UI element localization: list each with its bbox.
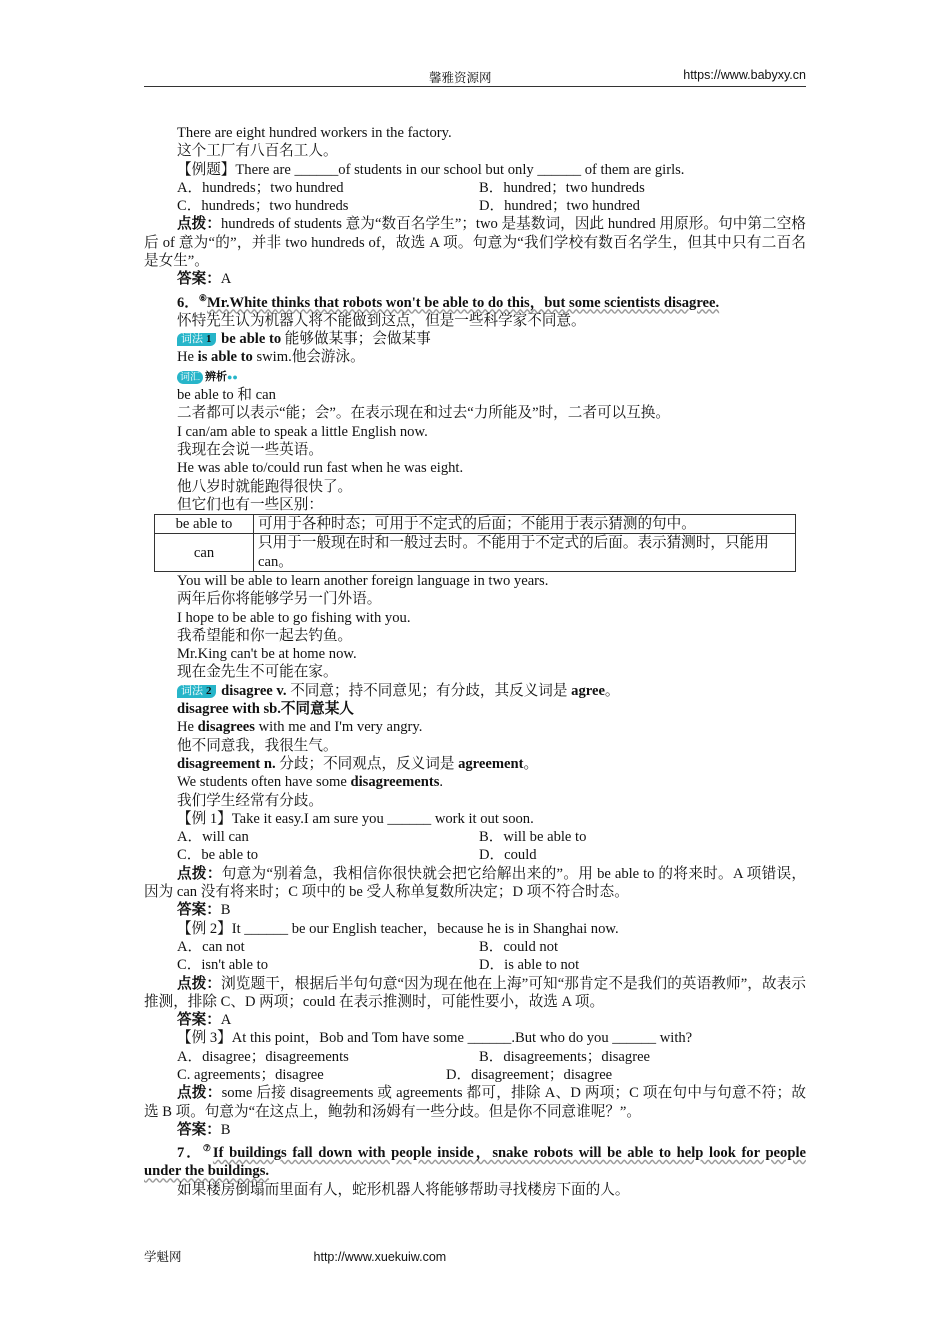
sentence-mark: ⑥ <box>198 292 207 303</box>
option-c: C．isn't able to <box>177 957 268 974</box>
table-translation: 我希望能和你一起去钓鱼。 <box>177 627 353 644</box>
phrase-translation: 他不同意我，我很生气。 <box>177 737 338 754</box>
answer-line <box>144 270 806 288</box>
option-b: B．will be able to <box>479 829 587 846</box>
table-example: I hope to be able to go fishing with you. <box>177 609 411 626</box>
option-a: A．will can <box>177 829 249 846</box>
comparison-table <box>154 514 796 572</box>
usage-heading-2: 词法 2 disagree v. 不同意；持不同意见；有分歧，其反义词是 agree。 <box>144 682 806 700</box>
option-c: C. agreements；disagree <box>177 1067 324 1083</box>
table-desc: 可用于各种时态；可用于不定式的后面；不能用于表示猜测的句中。 <box>254 515 796 534</box>
sentence-number: 7． <box>177 1145 203 1162</box>
answer-value: A <box>220 271 232 288</box>
option-b: B．disagreements；disagree <box>479 1048 651 1065</box>
hint-paragraph: 点拨：some 后接 disagreements 或 agreements 都可，排除 A、D 两项；C 项在句中与句意不符；故选 B 项。句意为“在这点上，鲍勃和汤姆有一些分歧。但是你不同意谁呢？”。 <box>144 1085 806 1120</box>
exercise-question: 【例 1】Take it easy.I am sure you ______ work it out soon. <box>177 810 534 827</box>
example-translation: 这个工厂有八百名工人。 <box>177 143 338 160</box>
phrase-term: be able to <box>221 331 282 348</box>
sentence-translation: 如果楼房倒塌而里面有人，蛇形机器人将能够帮助寻找楼房下面的人。 <box>177 1181 630 1198</box>
table-translation: 两年后你将能够学另一门外语。 <box>177 591 382 608</box>
option-a: A．can not <box>177 938 245 955</box>
example-sentence: There are eight hundred workers in the factory. <box>177 125 452 141</box>
option-c: C．be able to <box>177 847 259 864</box>
compare-translation: 我现在会说一些英语。 <box>177 441 323 458</box>
hint-text: hundreds of students 意为“数百名学生”；two 是基数词，因此 hundred 用原形。句中第二空格后 of 意为“的”，并非 two hundreds of，故选 A 项。句意为“我们学校有数百名学生，但其中只有二百名是女生”。 <box>144 216 806 270</box>
option-b: B．hundred；two hundreds <box>479 179 645 196</box>
compare-example: I can/am able to speak a little English now. <box>177 423 428 440</box>
analysis-heading <box>144 367 806 386</box>
compare-title: be able to 和 can <box>177 387 276 404</box>
decor-dots: ●● <box>227 371 238 382</box>
exercise-question: 【例 2】It ______ be our English teacher，because he is in Shanghai now. <box>177 920 619 937</box>
usage-badge: 词法 1 <box>177 333 216 346</box>
compare-example: He was able to/could run fast when he was eight. <box>177 460 464 477</box>
document-body <box>144 124 806 1199</box>
phrase-example: He disagrees with me and I'm very angry. <box>177 719 423 736</box>
option-c: C．hundreds；two hundreds <box>177 198 349 215</box>
table-translation: 现在金先生不可能在家。 <box>177 664 338 681</box>
hint-paragraph <box>144 215 806 270</box>
table-row <box>155 515 796 534</box>
footer-site: 学魁网 <box>144 1250 182 1264</box>
sentence-text: Mr.White thinks that robots won't be able to do this，but some scientists disagree. <box>206 294 720 311</box>
exercise-options-row <box>144 179 806 197</box>
usage-badge-number: 1 <box>206 333 212 346</box>
noun-example: We students often have some disagreements. <box>177 774 444 791</box>
phrase-line: disagree with sb.不同意某人 <box>177 701 354 718</box>
exercise-question: 【例题】There are ______of students in our school but only ______ of them are girls. <box>177 161 685 178</box>
footer-url[interactable]: http://www.xuekuiw.com <box>313 1250 447 1264</box>
option-d: D．disagreement；disagree <box>446 1067 613 1083</box>
exercise-options-row <box>144 938 806 956</box>
phrase-meaning: 能够做某事；会做某事 <box>281 331 431 348</box>
hint-paragraph: 点拨：句意为“别着急，我相信你很快就会把它给解出来的”。用 be able to 的将来时。A 项错误，因为 can 没有将来时；C 项中的 be 受人称单复数所决定；D 项不符合时态。 <box>144 865 806 901</box>
exercise-options-row <box>144 1066 806 1084</box>
option-d: D．could <box>479 847 537 864</box>
key-sentence-7 <box>144 1139 806 1180</box>
table-term: be able to <box>155 515 254 534</box>
sentence-mark: ⑦ <box>202 1143 213 1154</box>
exercise-options-row <box>144 1048 806 1066</box>
table-example: You will be able to learn another foreign language in two years. <box>177 572 549 589</box>
option-d: D．is able to not <box>479 957 580 974</box>
sentence-number: 6． <box>177 294 199 311</box>
hint-label: 点拨： <box>177 216 221 233</box>
exercise-options-row <box>144 197 806 215</box>
analysis-badge: 词汇 <box>177 371 203 384</box>
exercise-options-row <box>144 956 806 974</box>
answer-label: 答案： <box>177 271 221 288</box>
table-desc: 只用于一般现在时和一般过去时。不能用于不定式的后面。表示猜测时，只能用 can。 <box>254 534 796 572</box>
option-d: D．hundred；two hundred <box>479 198 640 215</box>
noun-translation: 我们学生经常有分歧。 <box>177 792 323 809</box>
exercise-options-row <box>144 828 806 846</box>
usage-heading-1 <box>144 330 806 348</box>
page-header <box>144 66 806 87</box>
noun-heading: disagreement n. 分歧；不同观点，反义词是 agreement。 <box>177 755 539 772</box>
phrase-example: He is able to swim.他会游泳。 <box>177 349 365 366</box>
header-url[interactable]: https://www.babyxy.cn <box>683 68 806 82</box>
compare-intro: 但它们也有一些区别： <box>177 496 323 513</box>
table-row <box>155 534 796 572</box>
option-a: A．hundreds；two hundred <box>177 179 344 196</box>
key-sentence-6 <box>144 289 806 312</box>
exercise-question: 【例 3】At this point，Bob and Tom have some ______.But who do you ______ with? <box>177 1030 693 1047</box>
compare-translation: 他八岁时就能跑得很快了。 <box>177 478 353 495</box>
exercise-options-row <box>144 846 806 864</box>
compare-text: 二者都可以表示“能；会”。在表示现在和过去“力所能及”时，二者可以互换。 <box>177 405 670 422</box>
usage-badge: 词法 2 <box>177 685 216 698</box>
answer-line: 答案：B <box>177 902 231 919</box>
page-footer <box>144 1247 446 1265</box>
answer-line: 答案：B <box>177 1121 231 1138</box>
answer-line: 答案：A <box>177 1012 232 1029</box>
header-site: 馨雅资源网 <box>429 71 492 85</box>
analysis-badge-text: 辨析 <box>205 370 227 383</box>
sentence-translation: 怀特先生认为机器人将不能做到这点，但是一些科学家不同意。 <box>177 312 586 329</box>
table-example: Mr.King can't be at home now. <box>177 646 357 663</box>
hint-paragraph: 点拨：浏览题干，根据后半句句意“因为现在他在上海”可知“那肯定不是我们的英语教师”，故表示推测，排除 C、D 两项；could 在表示推测时，可能性要小，故选 A 项。 <box>144 975 806 1010</box>
usage-badge-number: 2 <box>206 684 212 697</box>
option-b: B．could not <box>479 938 559 955</box>
sentence-text: If buildings fall down with people inside，snake robots will be able to help look for people under the buildings. <box>144 1145 806 1180</box>
table-term: can <box>155 534 254 572</box>
option-a: A．disagree；disagreements <box>177 1048 349 1065</box>
